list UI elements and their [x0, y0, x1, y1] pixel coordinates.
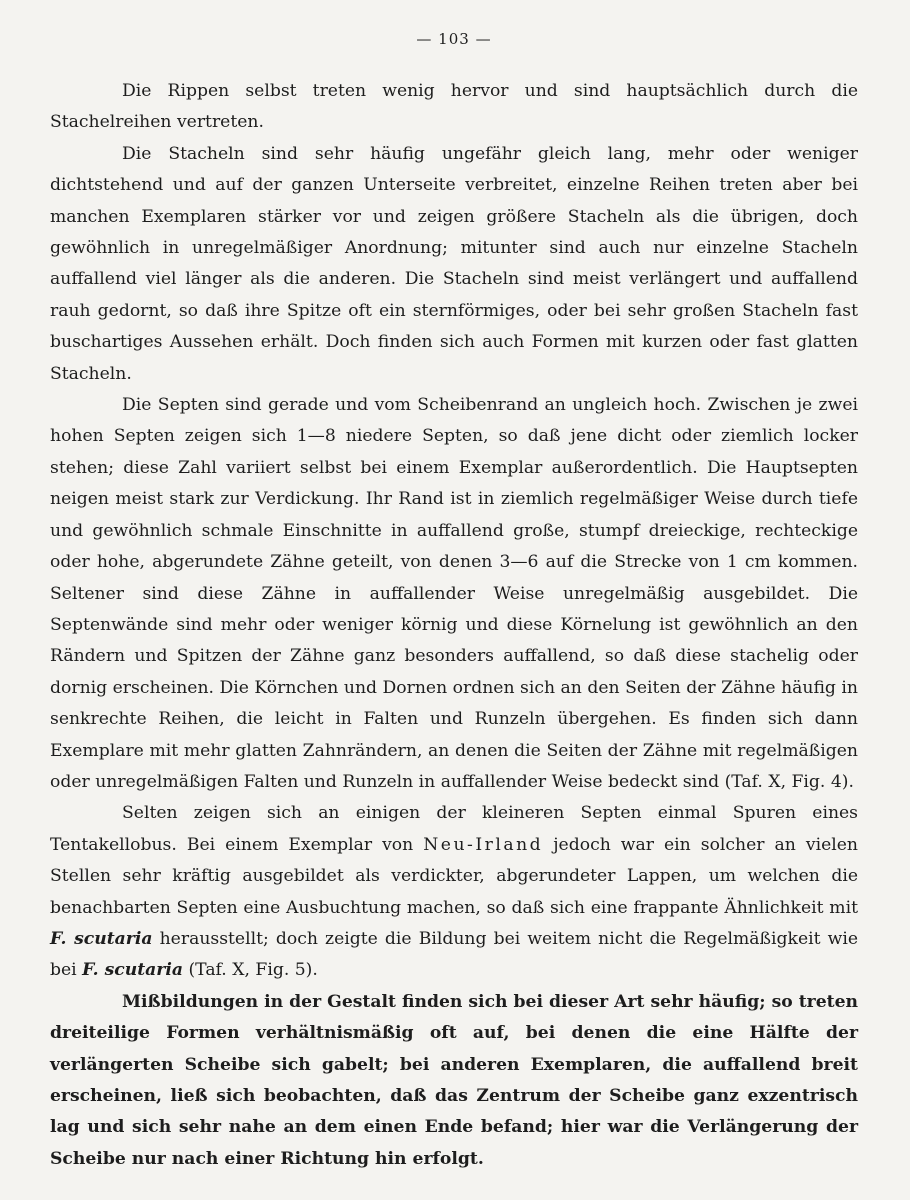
page-number: — 103 —	[416, 30, 492, 48]
text-run: (Taf. X, Fig. 5).	[183, 960, 318, 981]
paragraph-septa: Die Septen sind gerade und vom Scheibenrand an ungleich hoch. Zwischen je zwei hohen Septen zeigen sich 1—8 niedere Septen, so daß jene dicht oder ziemlich locker stehen; diese Zahl variiert selbst bei einem Exemplar außerordentlich. Die Hauptsepten neigen meist stark zur Verdickung. Ihr Rand ist in ziemlich regelmäßiger Weise durch tiefe und gewöhnlich schmale Einschnitte in auffallend große, stumpf dreieckige, rechteckige oder hohe, abgerundete Zähne geteilt, von denen 3—6 auf die Strecke von 1 cm kommen. Seltener sind diese Zähne in auffallender Weise unregelmäßig ausgebildet. Die Septenwände sind mehr oder weniger körnig und diese Körnelung ist gewöhnlich an den Rändern und Spitzen der Zähne ganz besonders auffallend, so daß diese stachelig oder dornig erscheinen. Die Körnchen und Dornen ordnen sich an den Seiten der Zähne häufig in senkrechte Reihen, die leicht in Falten und Runzeln übergehen. Es finden sich dann Exemplare mit mehr glatten Zahnrändern, an denen die Seiten der Zähne mit regelmäßigen oder unregelmäßigen Falten und Runzeln in auffallender Weise bedeckt sind (Taf. X, Fig. 4).	[50, 395, 858, 792]
place-name: Neu-Irland	[423, 834, 544, 855]
paragraph-spines: Die Stacheln sind sehr häufig ungefähr gleich lang, mehr oder weniger dichtstehend und auf der ganzen Unterseite verbreitet, einzelne Reihen treten aber bei manchen Exemplaren stärker vor und zeigen größere Stacheln als die übrigen, doch gewöhnlich in unregelmäßiger Anordnung; mitunter sind auch nur einzelne Stacheln auffallend viel länger als die anderen. Die Stacheln sind meist verlängert und auffallend rauh gedornt, so daß ihre Spitze oft ein sternförmiges, oder bei sehr großen Stacheln fast buschartiges Aussehen erhält. Doch finden sich auch Formen mit kurzen oder fast glatten Stacheln.	[50, 143, 858, 384]
text-run: Selten zeigen sich an einigen der kleineren Septen einmal Spuren eines Tentakellobus. Bei einem Exemplar von	[50, 803, 858, 855]
paragraph-malformations: Mißbildungen in der Gestalt finden sich bei dieser Art sehr häufig; so treten dreiteilige Formen verhältnismäßig oft auf, bei denen die eine Hälfte der verlängerten Scheibe sich gabelt; bei anderen Exemplaren, die auffallend breit erscheinen, ließ sich beobachten, daß das Zentrum der Scheibe ganz exzentrisch lag und sich sehr nahe an dem einen Ende befand; hier war die Verlängerung der Scheibe nur nach einer Richtung hin erfolgt.	[50, 991, 858, 1169]
species-name: F. scutaria	[82, 960, 184, 981]
paragraph-tentacle-lobe	[50, 798, 858, 986]
paragraph-ribs: Die Rippen selbst treten wenig hervor und sind hauptsächlich durch die Stachelreihen vertreten.	[50, 81, 858, 133]
body-text	[50, 76, 858, 1175]
text-run: herausstellt; doch zeigte die Bildung bei weitem nicht die Regelmäßigkeit wie bei	[50, 928, 858, 981]
text-run: jedoch war ein solcher an vielen Stellen sehr kräftig ausgebildet als verdickter, abgerundeter Lappen, um welchen die benachbarten Septen eine Ausbuchtung machen, so daß sich eine frappante Ähnlichkeit mit	[50, 834, 859, 918]
species-name: F. scutaria	[50, 928, 153, 949]
